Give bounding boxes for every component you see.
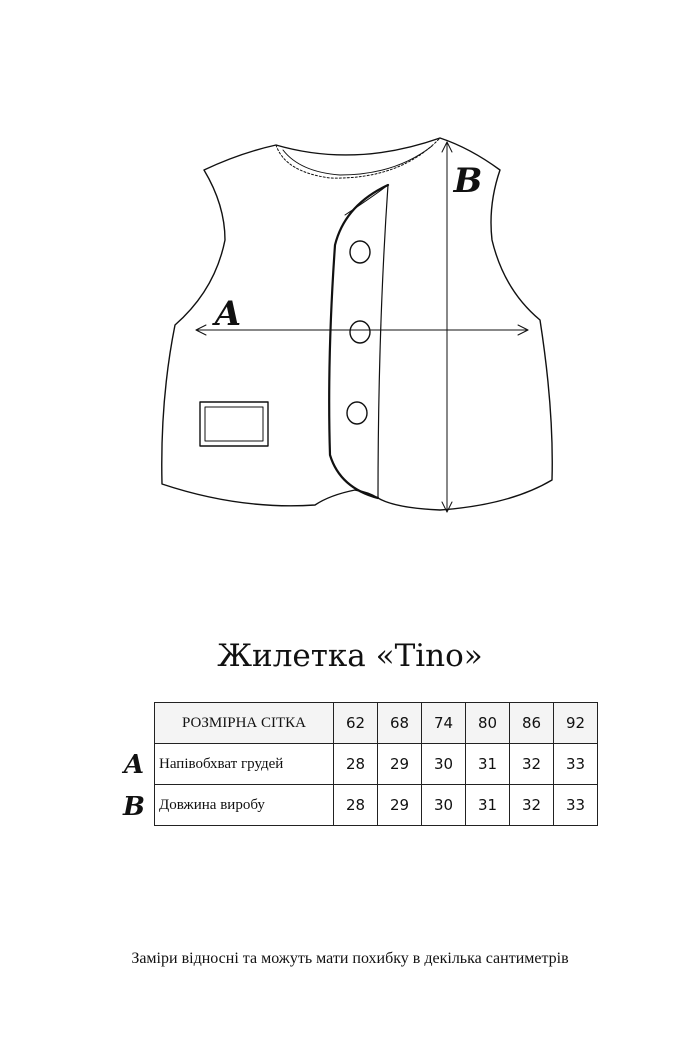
size-cell: 74	[422, 703, 466, 744]
value-cell: 33	[554, 744, 598, 785]
size-cell: 80	[466, 703, 510, 744]
button-top	[350, 241, 370, 263]
size-cell: 92	[554, 703, 598, 744]
row-marker-b: B	[123, 792, 145, 822]
value-cell: 33	[554, 785, 598, 826]
row-label-chest: Напівобхват грудей	[155, 744, 334, 785]
size-cell: 68	[378, 703, 422, 744]
button-middle	[350, 321, 370, 343]
product-title: Жилетка «Tino»	[217, 638, 483, 674]
size-cell: 62	[334, 703, 378, 744]
row-label-length: Довжина виробу	[155, 785, 334, 826]
row-marker-a: A	[123, 750, 145, 780]
value-cell: 32	[510, 785, 554, 826]
neckline-edge	[283, 146, 432, 175]
pocket-inner	[205, 407, 263, 441]
value-cell: 32	[510, 744, 554, 785]
front-placket-inner	[378, 185, 388, 498]
value-cell: 30	[422, 785, 466, 826]
value-cell: 28	[334, 744, 378, 785]
size-table	[154, 702, 598, 826]
pocket-outer	[200, 402, 268, 446]
table-row	[155, 744, 598, 785]
value-cell: 30	[422, 744, 466, 785]
size-cell: 86	[510, 703, 554, 744]
value-cell: 29	[378, 744, 422, 785]
button-bottom	[347, 402, 367, 424]
size-header-row	[155, 703, 598, 744]
inner-facing	[345, 185, 388, 215]
value-cell: 29	[378, 785, 422, 826]
front-placket-outer	[329, 185, 388, 498]
value-cell: 28	[334, 785, 378, 826]
marker-b-label: B	[453, 161, 483, 201]
neckline-lining	[276, 138, 440, 178]
marker-a-label: A	[214, 294, 242, 334]
value-cell: 31	[466, 744, 510, 785]
value-cell: 31	[466, 785, 510, 826]
table-row	[155, 785, 598, 826]
size-grid-header: РОЗМІРНА СІТКА	[155, 703, 334, 744]
disclaimer-text: Заміри відносні та можуть мати похибку в декілька сантиметрів	[131, 950, 569, 967]
